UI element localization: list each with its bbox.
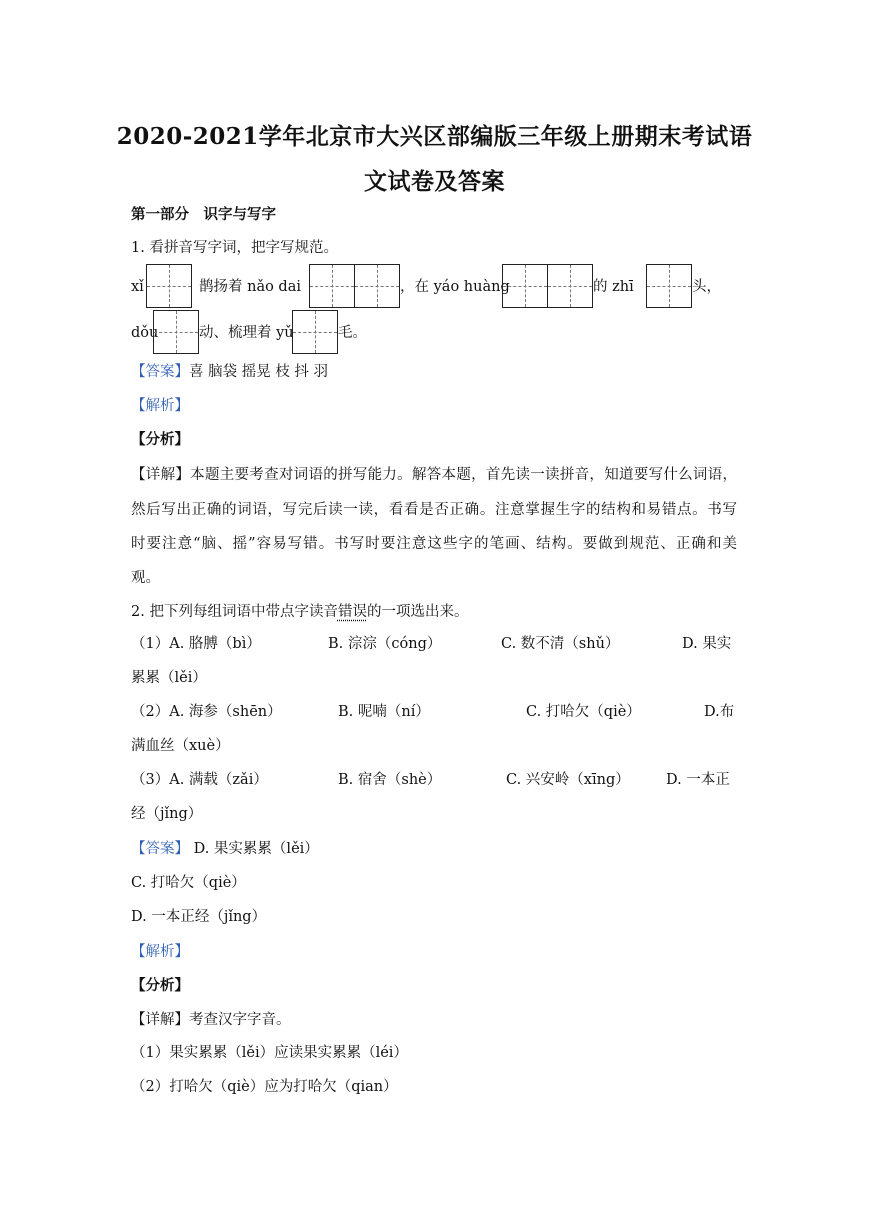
fenxi-label: 【分析】: [131, 977, 189, 994]
option-d: D. 一本正: [666, 772, 730, 788]
question-2-answer: 【答案】 D. 果实累累（lěi）: [131, 841, 319, 857]
question-1-answer: [131, 362, 328, 382]
fenxi-label: 【分析】: [131, 431, 189, 448]
sentence-fragment: 鹊扬着 nǎo dai: [199, 279, 301, 295]
detail-line: （2）打哈欠（qiè）应为打哈欠（qian）: [131, 1079, 398, 1095]
pinyin-dou: dǒu: [131, 325, 159, 341]
writing-grid-box: [502, 264, 548, 308]
question-1-prompt: 1. 看拼音写字词，把字写规范。: [131, 240, 338, 256]
writing-grid-box: [646, 264, 692, 308]
sentence-fragment: ，在 yáo huàng: [400, 279, 510, 295]
option-c: C. 打哈欠（qiè）: [526, 704, 641, 720]
option-a: （2）A. 海参（shēn）: [131, 704, 282, 720]
option-d: D. 果实: [682, 636, 732, 652]
writing-grid-box: [292, 310, 338, 354]
option-d: D.布: [704, 704, 735, 720]
answer-line: D. 一本正经（jǐng）: [131, 909, 267, 925]
detail-line: （1）果实累累（lěi）应读果实累累（léi）: [131, 1045, 408, 1061]
writing-grid-box: [146, 264, 192, 308]
detail-line: 【详解】本题主要考查对词语的拼写能力。解答本题，首先读一读拼音，知道要写什么词语，: [131, 467, 738, 483]
detail-line: 观。: [131, 570, 160, 586]
emphasis-dots: 错误: [337, 604, 367, 620]
option-c: C. 数不清（shǔ）: [501, 636, 620, 652]
writing-grid-box: [153, 310, 199, 354]
option-b: B. 宿舍（shè）: [338, 772, 442, 788]
option-a: （1）A. 胳膊（bì）: [131, 636, 261, 652]
option-b: B. 呢喃（ní）: [338, 704, 430, 720]
detail-label: 【详解】: [131, 467, 191, 483]
section-heading: 第一部分 识字与写字: [131, 206, 276, 223]
answer-label: 【答案】: [131, 364, 189, 380]
answer-label: 【答案】: [131, 841, 189, 857]
option-c: C. 兴安岭（xīng）: [506, 772, 630, 788]
writing-grid-box: [354, 264, 400, 308]
sentence-fragment: 头，: [692, 279, 721, 295]
answer-text: 喜 脑袋 摇晃 枝 抖 羽: [189, 364, 329, 380]
option-d-continued: 满血丝（xuè）: [131, 738, 230, 754]
sentence-fragment: 毛。: [338, 325, 367, 341]
option-d-continued: 累累（lěi）: [131, 670, 207, 686]
analysis-label: 【解析】: [131, 944, 189, 960]
detail-label: 【详解】: [131, 1012, 189, 1028]
pinyin-xi: xǐ: [131, 279, 144, 295]
detail-line: 然后写出正确的词语，写完后读一读，看看是否正确。注意掌握生字的结构和易错点。书写: [131, 502, 737, 518]
option-b: B. 淙淙（cóng）: [328, 636, 442, 652]
question-2-prompt: 2. 把下列每组词语中带点字读音错误的一项选出来。: [131, 604, 469, 620]
option-a: （3）A. 满载（zǎi）: [131, 772, 268, 788]
option-d-continued: 经（jǐng）: [131, 806, 203, 822]
writing-grid-box: [309, 264, 355, 308]
sentence-fragment: 的 zhī: [593, 279, 634, 295]
analysis-label: 【解析】: [131, 398, 189, 414]
document-title-line-1: 2020-2021学年北京市大兴区部编版三年级上册期末考试语: [116, 123, 753, 150]
document-title-line-2: 文试卷及答案: [364, 168, 505, 195]
sentence-fragment: 动、梳理着 yǔ: [199, 325, 294, 341]
writing-grid-box: [547, 264, 593, 308]
answer-line: C. 打哈欠（qiè）: [131, 875, 246, 891]
detail-line: 时要注意“脑、摇”容易写错。书写时要注意这些字的笔画、结构。要做到规范、正确和美: [131, 536, 737, 552]
detail-line: 【详解】考查汉字字音。: [131, 1012, 291, 1028]
